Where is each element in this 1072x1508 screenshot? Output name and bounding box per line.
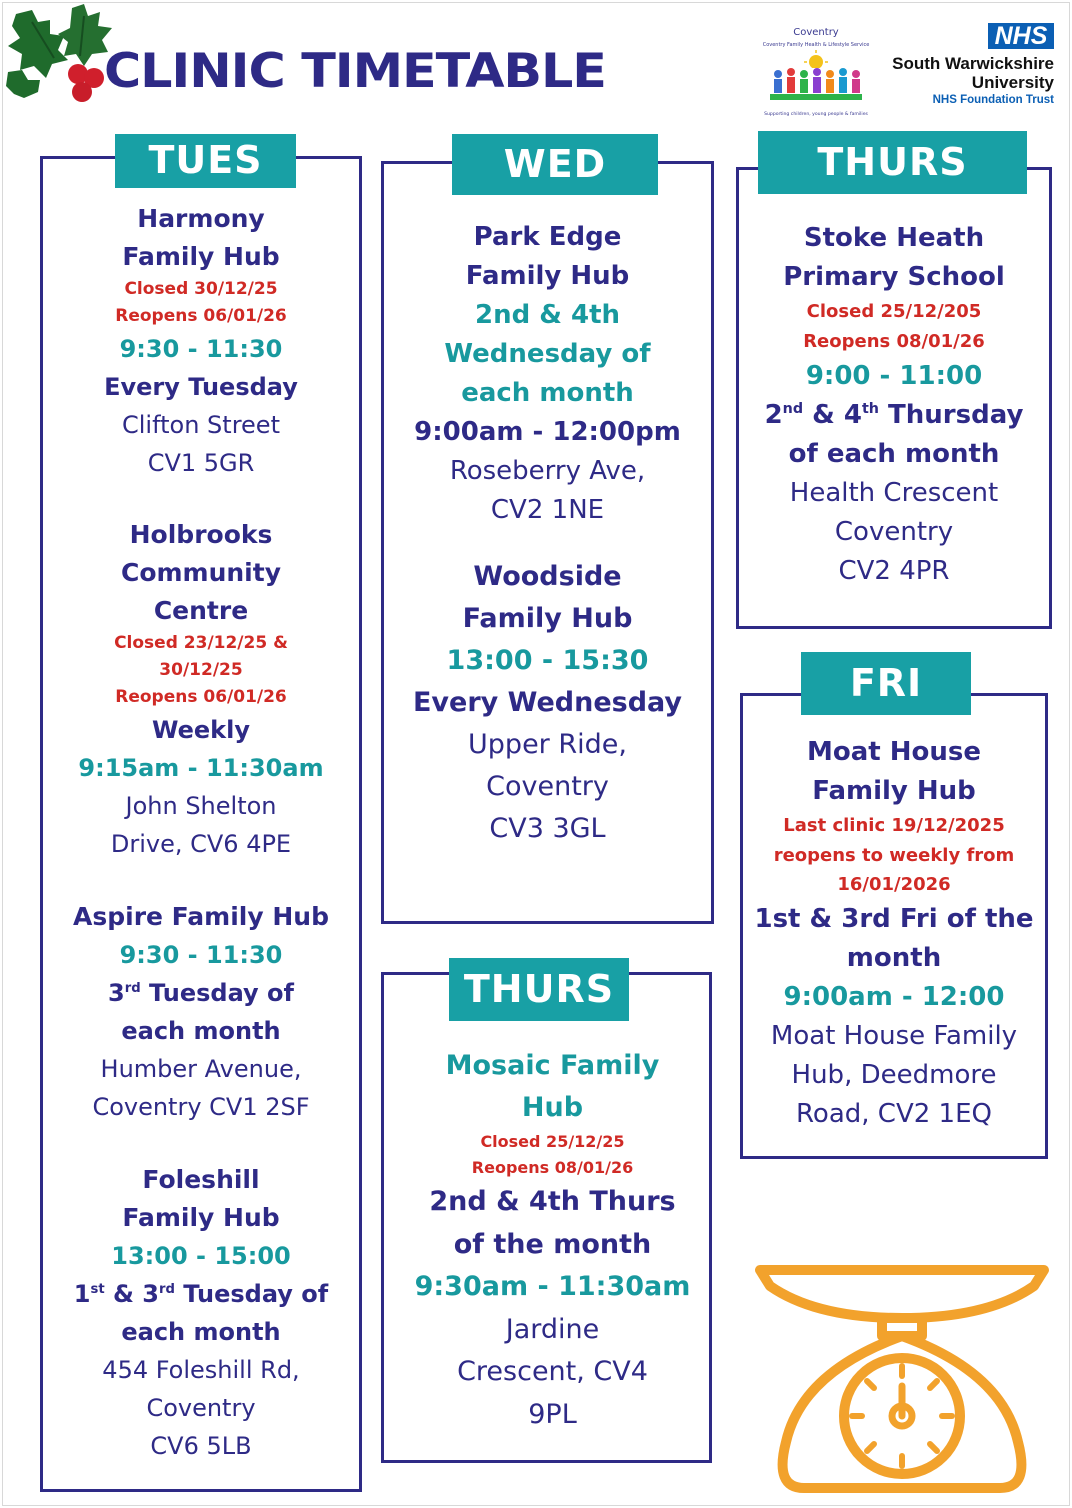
clinic-name: Mosaic Family [445, 1050, 660, 1081]
trust-name-line2: University [971, 73, 1054, 92]
clinic-name: Woodside [473, 561, 622, 592]
clinic-aspire [44, 898, 358, 1126]
clinic-name: Family Hub [122, 242, 280, 271]
coventry-logo-text: Coventry Family Health & Lifestyle Service [762, 42, 870, 48]
clinic-name: Centre [153, 596, 249, 625]
clinic-frequency: each month [121, 1017, 281, 1045]
clinic-address: John Shelton [125, 792, 277, 820]
clinic-frequency: month [846, 942, 942, 973]
clinic-frequency: Every Tuesday [104, 373, 298, 401]
clinic-address: Humber Avenue, [100, 1055, 302, 1083]
clinic-address: Roseberry Ave, [449, 456, 646, 486]
clinic-address: CV1 5GR [147, 449, 255, 477]
clinic-time: 9:00am - 12:00 [783, 981, 1005, 1012]
closure-notice: Last clinic 19/12/2025 [783, 815, 1005, 836]
wed-heading: WED [452, 134, 658, 195]
clinic-name: Hub [521, 1092, 584, 1123]
clinic-name: Stoke Heath [803, 223, 985, 253]
thurs-heading-bottom: THURS [449, 958, 629, 1021]
weighing-scale-icon [752, 1262, 1052, 1498]
clinic-park-edge [385, 218, 710, 530]
clinic-name: Holbrooks [129, 520, 273, 549]
clinic-address: 9PL [528, 1398, 577, 1430]
clinic-address: CV2 1NE [490, 495, 605, 525]
clinic-frequency: 1st & 3rd Fri of the [754, 903, 1034, 934]
clinic-time: 13:00 - 15:00 [111, 1242, 291, 1270]
clinic-time: 9:30 - 11:30 [119, 941, 283, 969]
clinic-address: Upper Ride, [468, 729, 627, 760]
clinic-stoke-heath [740, 219, 1048, 591]
clinic-name: Harmony [137, 204, 265, 233]
fri-heading: FRI [801, 652, 971, 715]
clinic-time: 9:00am - 12:00pm [414, 417, 681, 447]
clinic-name: Park Edge [473, 222, 622, 252]
clinic-name: Primary School [783, 262, 1005, 292]
clinic-frequency: Every Wednesday [412, 687, 683, 718]
reopens-notice: Reopens 08/01/26 [803, 331, 985, 352]
clinic-frequency: each month [461, 378, 634, 408]
clinic-frequency: Weekly [151, 716, 250, 744]
clinic-address: Coventry CV1 2SF [92, 1093, 310, 1121]
clinic-name: Family Hub [465, 261, 630, 291]
tues-heading: TUES [115, 134, 296, 188]
clinic-frequency: 2nd & 4th Thurs [429, 1186, 676, 1217]
clinic-address: Clifton Street [122, 411, 280, 439]
clinic-harmony [44, 200, 358, 482]
clinic-frequency: 3rd Tuesday of [108, 979, 294, 1007]
clinic-frequency: 1st & 3rd Tuesday of [73, 1280, 329, 1308]
clinic-frequency: 2nd & 4th [474, 300, 621, 330]
clinic-name: Aspire Family Hub [73, 902, 329, 931]
closed-notice: Closed 25/12/25 [480, 1132, 625, 1151]
clinic-address: Road, CV2 1EQ [796, 1098, 992, 1129]
clinic-time: 9:30 - 11:30 [119, 335, 283, 363]
reopens-notice: Reopens 06/01/26 [115, 306, 287, 326]
clinic-address: CV6 5LB [150, 1432, 252, 1460]
trust-name-line1: South Warwickshire [892, 54, 1054, 73]
clinic-name: Family Hub [462, 603, 633, 634]
clinic-name: Foleshill [142, 1165, 260, 1194]
clinic-holbrooks [44, 516, 358, 863]
clinic-address: Hub, Deedmore [791, 1059, 997, 1090]
nhs-badge: NHS [988, 23, 1054, 49]
closed-notice: 30/12/25 [159, 660, 243, 680]
coventry-logo-title: Coventry [793, 27, 839, 38]
clinic-address: Crescent, CV4 [457, 1356, 648, 1387]
coventry-logo-tagline: Supporting children, young people & families [764, 112, 868, 117]
clinic-address: Coventry [146, 1394, 256, 1422]
thurs-heading-top: THURS [758, 131, 1027, 194]
clinic-frequency: 2nd & 4th Thursday [764, 400, 1024, 430]
clinic-frequency: of each month [788, 439, 1000, 469]
closed-notice: Closed 25/12/205 [806, 301, 982, 322]
clinic-name: Community [120, 558, 282, 587]
clinic-mosaic [385, 1045, 720, 1436]
closure-notice: reopens to weekly from [773, 844, 1015, 866]
clinic-name: Family Hub [812, 776, 976, 806]
clinic-foleshill [44, 1161, 358, 1465]
clinic-address: Coventry [834, 517, 954, 547]
clinic-time: 9:30am - 11:30am [414, 1271, 691, 1302]
clinic-address: Health Crescent [789, 478, 999, 508]
clinic-address: 454 Foleshill Rd, [102, 1356, 300, 1384]
clinic-address: Jardine [505, 1313, 600, 1345]
clinic-name: Family Hub [122, 1203, 280, 1232]
clinic-frequency: Wednesday of [444, 339, 651, 369]
closed-notice: Closed 23/12/25 & [114, 633, 288, 653]
reopens-notice: Reopens 08/01/26 [471, 1158, 634, 1177]
clinic-time: 9:15am - 11:30am [78, 754, 324, 782]
clinic-address: CV3 3GL [489, 813, 606, 844]
clinic-address: Coventry [486, 771, 609, 802]
clinic-frequency: of the month [453, 1228, 652, 1260]
trust-sub: NHS Foundation Trust [932, 94, 1054, 106]
clinic-moat-house [744, 733, 1044, 1134]
page-title: CLINIC TIMETABLE [104, 44, 606, 99]
clinic-time: 9:00 - 11:00 [805, 361, 983, 391]
clinic-address: CV2 4PR [838, 556, 950, 586]
clinic-woodside [385, 556, 710, 850]
clinic-address: Drive, CV6 4PE [110, 830, 292, 858]
closure-notice: 16/01/2026 [837, 874, 951, 895]
clinic-time: 13:00 - 15:30 [446, 645, 649, 676]
reopens-notice: Reopens 06/01/26 [115, 687, 287, 707]
clinic-frequency: each month [121, 1318, 281, 1346]
clinic-address: Moat House Family [770, 1020, 1018, 1051]
clinic-name: Moat House [806, 737, 981, 767]
trust-name [892, 54, 1054, 92]
coventry-logo [758, 24, 874, 120]
closed-notice: Closed 30/12/25 [124, 279, 278, 299]
